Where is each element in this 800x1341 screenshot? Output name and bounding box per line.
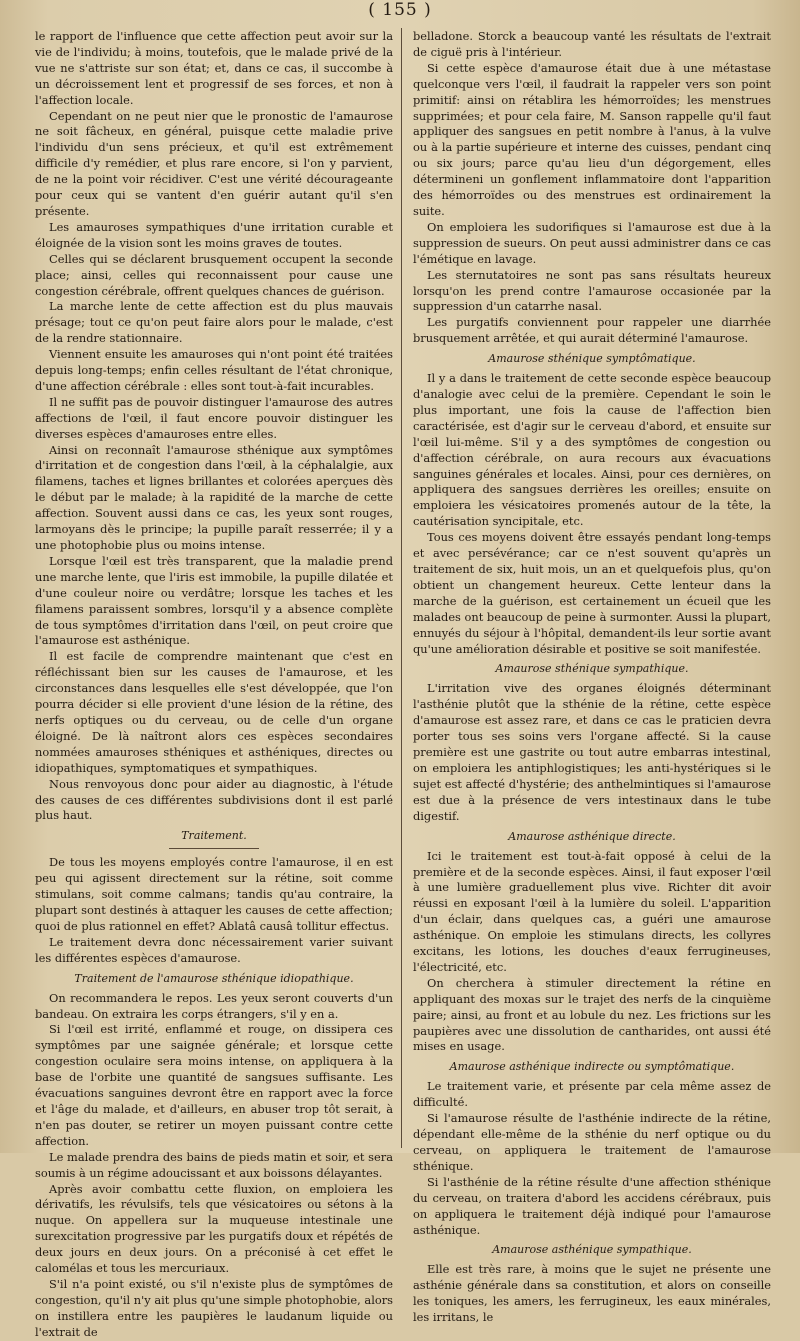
- paragraph: Après avoir combattu cette fluxion, on emploiera les dérivatifs, les révulsifs, tels que vésicatoires ou sétons à la nuque. On appellera sur la muqueuse intestinale une surexcitation progressive par les purgatifs doux et répétés de deux jours en deux jours. On a préconisé à cet effet le calomélas et tous les mercuriaux.: [35, 1181, 393, 1276]
- paragraph: L'irritation vive des organes éloignés déterminant l'asthénie plutôt que la sthénie de la rétine, cette espèce d'amaurose est assez rare, et dans ce cas le praticien devra porter tous ses soins vers l'organe affecté. Si la cause première est une gastrite ou tout autre embarras intestinal, on emploiera les antiphlogistiques; les anti-hystériques si le sujet est affecté d'hystérie; des anthelmintiques si l'amaurose est due à la présence de vers intestinaux dans le tube digestif.: [413, 681, 771, 823]
- paragraph: Les purgatifs conviennent pour rappeler une diarrhée brusquement arrêtée, et qui aurait déterminé l'amaurose.: [413, 315, 771, 346]
- paragraph: Si l'asthénie de la rétine résulte d'une affection sthénique du cerveau, on traitera d'abord les accidens cérébraux, puis on appliquera le traitement déjà indiqué pour l'amaurose asthénique.: [413, 1174, 771, 1237]
- paragraph: Viennent ensuite les amauroses qui n'ont point été traitées depuis long-temps; enfin celles résultant de l'état chronique, d'une affection cérébrale : elles sont tout-à-fait incurables.: [35, 347, 393, 393]
- paragraph: Si cette espèce d'amaurose était due à une métastase quelconque vers l'œil, il faudrait la rappeler vers son point primitif: ainsi on rétablira les hémorroïdes; les menstrues supprimées; et pour cela faire, M. Sanson rappelle qu'il faut appliquer des sangsues en petit nombre à l'anus, à la vulve ou à la partie supérieure et interne des cuisses, pendant cinq ou six jours; parce qu'au lieu d'un dégorgement, elles détermineni un gonflement inflammatoire dont l'apparition des hémorroïdes ou des menstrues est ordinairement la suite.: [413, 60, 771, 218]
- paragraph: Les sternutatoires ne sont pas sans résultats heureux lorsqu'on les prend contre l'amaurose occasionée par la suppression d'un catarrhe nasal.: [413, 267, 771, 314]
- paragraph: Cependant on ne peut nier que le pronostic de l'amaurose ne soit fâcheux, en général, puisque cette maladie prive l'individu d'un sens précieux, et qu'il est extrêmement difficile d'y remédier, et plus rare encore, si l'on y parvient, de ne la point voir récidiver. C'est une vérité décourageante pour ceux qui se vantent d'en guérir autant qu'il s'en présente.: [35, 108, 393, 218]
- paragraph: Elle est très rare, à moins que le sujet ne présente une asthénie générale dans sa constitution, et alors on conseille les toniques, les amers, les ferrugineux, les eaux minérales, les irritans, le: [413, 1262, 771, 1325]
- paragraph: On cherchera à stimuler directement la rétine en appliquant des moxas sur le trajet des nerfs de la cinquième paire; ainsi, au front et au lobule du nez. Les frictions sur les paupières avec une dissolution de cantharides, ont aussi été mises en usage.: [413, 975, 771, 1054]
- section-heading: Traitement.: [181, 829, 247, 843]
- section-heading: Amaurose asthénique directe.: [508, 829, 676, 843]
- section-heading: Amaurose sthénique symptômatique.: [488, 352, 696, 366]
- column-divider: [401, 28, 402, 1148]
- paragraph: Le malade prendra des bains de pieds matin et soir, et sera soumis à un régime adoucissant et aux boissons délayantes.: [35, 1149, 393, 1180]
- left-column: [35, 29, 393, 1341]
- section-heading: Traitement de l'amaurose sthénique idiopathique.: [74, 971, 354, 985]
- paragraph: S'il n'a point existé, ou s'il n'existe plus de symptômes de congestion, qu'il n'y ait plus qu'une simple photophobie, alors on instillera entre les paupières le laudanum liquide ou l'extrait de: [35, 1276, 393, 1339]
- paragraph: Si l'œil est irrité, enflammé et rouge, on dissipera ces symptômes par une saignée générale; et lorsque cette congestion oculaire sera moins intense, on appliquera à la base de l'orbite une quantité de sangsues suffisante. Les évacuations sanguines devront être en rapport avec la force et l'âge du malade, et d'ailleurs, en abuser trop tôt serait, à n'en pas douter, se retirer un moyen puissant contre cette affection.: [35, 1022, 393, 1148]
- paragraph: Il ne suffit pas de pouvoir distinguer l'amaurose des autres affections de l'œil, il faut encore pouvoir distinguer les diverses espèces d'amauroses entre elles.: [35, 394, 393, 441]
- paragraph: On emploiera les sudorifiques si l'amaurose est due à la suppression de sueurs. On peut aussi administrer dans ce cas l'émétique en lavage.: [413, 219, 771, 266]
- page-number: ( 155 ): [368, 0, 432, 20]
- section-heading: Amaurose asthénique sympathique.: [492, 1243, 692, 1257]
- paragraph: Les amauroses sympathiques d'une irritation curable et éloignée de la vision sont les moins graves de toutes.: [35, 219, 393, 250]
- paragraph: Celles qui se déclarent brusquement occupent la seconde place; ainsi, celles qui reconnaissent pour cause une congestion cérébrale, offrent quelques chances de guérison.: [35, 251, 393, 298]
- paragraph: Il est facile de comprendre maintenant que c'est en réfléchissant bien sur les causes de l'amaurose, et les circonstances dans lesquelles elle s'est développée, que l'on pourra décider si elle provient d'une lésion de la rétine, des nerfs optiques ou du cerveau, ou de celle d'un organe éloigné. De là naîtront alors ces espèces secondaires nommées amauroses sthéniques et asthéniques, directes ou idiopathiques, symptomatiques et sympathiques.: [35, 649, 393, 775]
- right-column: [413, 29, 771, 1326]
- paragraph: Tous ces moyens doivent être essayés pendant long-temps et avec persévérance; car ce n'est souvent qu'après un traitement de six, huit mois, un an et quelquefois plus, qu'on obtient un changement heureux. Cette lenteur dans la marche de la guérison, est certainement un écueil que les malades ont beaucoup de peine à surmonter. Aussi la plupart, ennuyés du séjour à l'hôpital, demandent-ils leur sortie avant qu'une amélioration désirable et positive se soit manifestée.: [413, 530, 771, 656]
- paragraph: Il y a dans le traitement de cette seconde espèce beaucoup d'analogie avec celui de la première. Cependant le soin le plus important, une fois la cause de l'affection bien caractérisée, est d'agir sur le cerveau d'abord, et ensuite sur l'œil lui-même. S'il y a des symptômes de congestion ou d'affection cérébrale, on aura recours aux évacuations sanguines générales et locales. Ainsi, pour ces dernières, on appliquera des sangsues derrières les oreilles; ensuite on emploiera les vésicatoires promenés autour de la tête, la cautérisation syncipitale, etc.: [413, 371, 771, 529]
- heading-rule: [169, 848, 259, 849]
- paragraph: Lorsque l'œil est très transparent, que la maladie prend une marche lente, que l'iris est immobile, la pupille dilatée et d'une couleur noire ou verdâtre; lorsque les taches et les filamens paraissent sombres, lorsqu'il y a absence complète de tous symptômes d'irritation dans l'œil, on peut croire que l'amaurose est asthénique.: [35, 553, 393, 648]
- paragraph: On recommandera le repos. Les yeux seront couverts d'un bandeau. On extraira les corps étrangers, s'il y en a.: [35, 990, 393, 1021]
- paragraph: Le traitement varie, et présente par cela même assez de difficulté.: [413, 1079, 771, 1110]
- paragraph: Le traitement devra donc nécessairement varier suivant les différentes espèces d'amaurose.: [35, 934, 393, 965]
- paragraph: La marche lente de cette affection est du plus mauvais présage; tout ce qu'on peut faire alors pour le malade, c'est de la rendre stationnaire.: [35, 299, 393, 346]
- paragraph: De tous les moyens employés contre l'amaurose, il en est peu qui agissent directement sur la rétine, soit comme stimulans, soit comme calmans; tandis qu'au contraire, la plupart sont destinés à attaquer les causes de cette affection; quoi de plus rationnel en effet? Ablatâ causâ tollitur effectus.: [35, 855, 393, 933]
- paragraph: belladone. Storck a beaucoup vanté les résultats de l'extrait de ciguë pris à l'intérieur.: [413, 29, 771, 59]
- section-heading: Amaurose sthénique sympathique.: [495, 662, 689, 676]
- paragraph: Ici le traitement est tout-à-fait opposé à celui de la première et de la seconde espèces. Ainsi, il faut exposer l'œil à une lumière graduellement plus vive. Richter dit avoir réussi en exposant l'œil à la lumière du soleil. L'apparition d'un éclair, dans quelques cas, a guéri une amaurose asthénique. On emploie les stimulans directs, les collyres excitans, les lotions, les douches d'eaux ferrugineuses, l'électricité, etc.: [413, 848, 771, 974]
- paragraph: Nous renvoyous donc pour aider au diagnostic, à l'étude des causes de ces différentes subdivisions dont il est parlé plus haut.: [35, 776, 393, 823]
- paragraph: le rapport de l'influence que cette affection peut avoir sur la vie de l'individu; à moins, toutefois, que le malade privé de la vue ne s'attriste sur son état; et, dans ce cas, il succombe à un décroissement lent et progressif de ses forces, et non à l'affection locale.: [35, 29, 393, 107]
- paragraph: Si l'amaurose résulte de l'asthénie indirecte de la rétine, dépendant elle-même de la sthénie du nerf optique ou du cerveau, on appliquera le traitement de l'amaurose sthénique.: [413, 1111, 771, 1173]
- paragraph: Ainsi on reconnaît l'amaurose sthénique aux symptômes d'irritation et de congestion dans l'œil, à la céphalalgie, aux filamens, taches et lignes brillantes et colorées aperçues dès le début par le malade; à la rapidité de la marche de cette affection. Souvent aussi dans ce cas, les yeux sont rouges, larmoyans dès le principe; la pupille paraît resserrée; il y a une photophobie plus ou moins intense.: [35, 442, 393, 552]
- section-heading: Amaurose asthénique indirecte ou symptômatique.: [449, 1060, 735, 1074]
